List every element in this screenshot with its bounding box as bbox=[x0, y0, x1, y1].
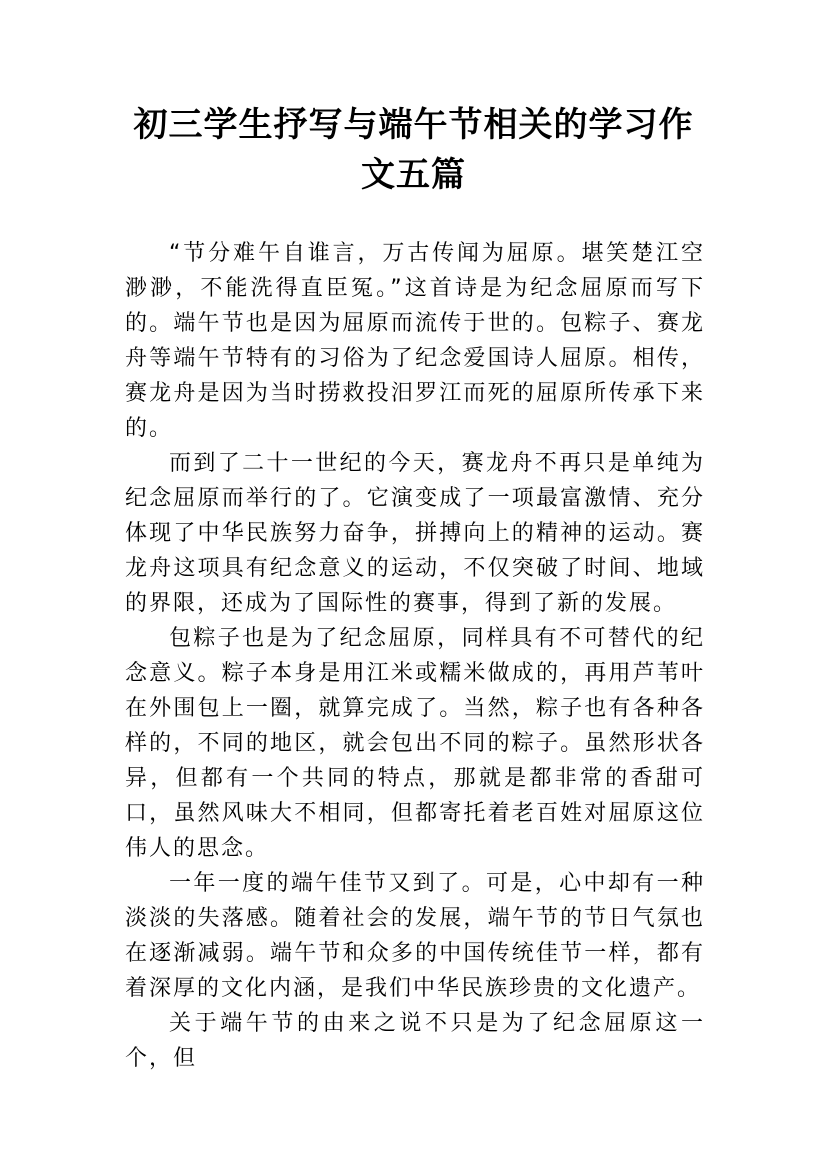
document-title: 初三学生抒写与端午节相关的学习作文五篇 bbox=[133, 105, 694, 195]
paragraph-1: “节分难午自谁言，万古传闻为屈原。堪笑楚江空渺渺，不能洗得直臣冤。”这首诗是为纪念屈原而写下的。端午节也是因为屈原而流传于世的。包粽子、赛龙舟等端午节特有的习俗为了纪念爱国诗人屈原。相传，赛龙舟是因为当时捞救投汨罗江而死的屈原所传承下来的。 bbox=[125, 241, 705, 441]
document-body bbox=[125, 236, 705, 1076]
paragraph-3: 包粽子也是为了纪念屈原，同样具有不可替代的纪念意义。粽子本身是用江米或糯米做成的，再用芦苇叶在外围包上一圈，就算完成了。当然，粽子也有各种各样的，不同的地区，就会包出不同的粽子。虽然形状各异，但都有一个共同的特点，那就是都非常的香甜可口，虽然风味大不相同，但都寄托着老百姓对屈原这位伟人的思念。 bbox=[125, 626, 705, 861]
paragraph-4: 一年一度的端午佳节又到了。可是，心中却有一种淡淡的失落感。随着社会的发展，端午节的节日气氛也在逐渐减弱。端午节和众多的中国传统佳节一样，都有着深厚的文化内涵，是我们中华民族珍贵的文化遗产。 bbox=[125, 871, 705, 1001]
paragraph-5: 关于端午节的由来之说不只是为了纪念屈原这一个，但 bbox=[125, 1011, 705, 1071]
paragraph-2: 而到了二十一世纪的今天，赛龙舟不再只是单纯为纪念屈原而举行的了。它演变成了一项最富激情、充分体现了中华民族努力奋争，拼搏向上的精神的运动。赛龙舟这项具有纪念意义的运动，不仅突破了时间、地域的界限，还成为了国际性的赛事，得到了新的发展。 bbox=[125, 451, 705, 616]
